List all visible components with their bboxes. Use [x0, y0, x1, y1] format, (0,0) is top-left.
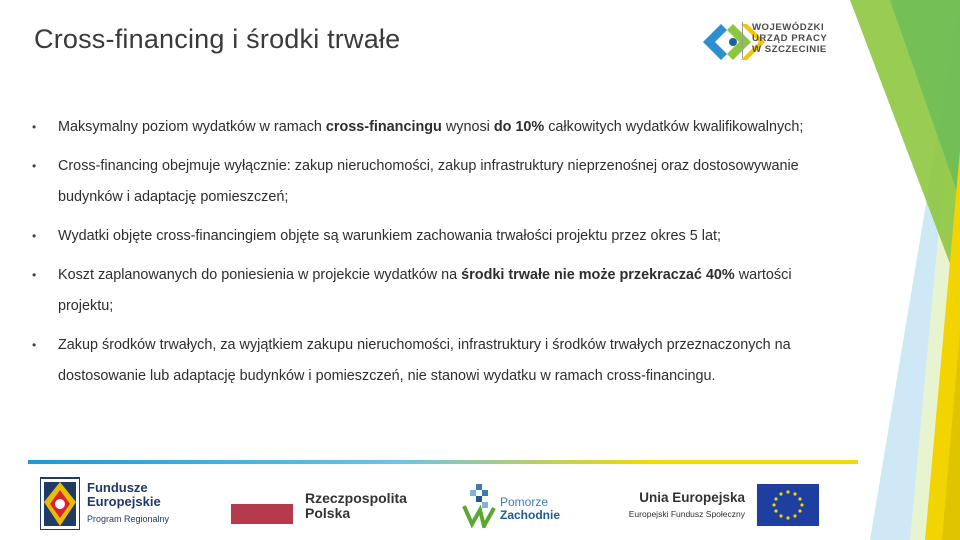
bullet-item-1 — [32, 112, 832, 143]
logo-separator — [742, 22, 743, 58]
bullet-1-bold-b: do 10% — [493, 119, 545, 135]
bullet-4-bold: środki trwałe nie może przekraczać 40% — [461, 267, 735, 283]
pz-line2: Zachodnie — [500, 508, 561, 522]
slide-title: Cross-financing i środki trwałe — [34, 24, 401, 54]
bullet-item-4 — [32, 260, 832, 322]
fe-line2: Europejskie — [87, 494, 161, 509]
fe-line1: Fundusze — [87, 480, 148, 495]
ue-logo-text — [615, 490, 745, 519]
bullet-1-text-a: Maksymalny poziom wydatków w ramach — [58, 119, 326, 135]
footer-divider — [28, 460, 858, 464]
wup-line3: W SZCZECINIE — [752, 44, 827, 55]
pomorze-zachodnie-icon — [462, 482, 496, 528]
bullet-1-text-b: wynosi — [441, 119, 494, 135]
fe-program: Program Regionalny — [87, 514, 170, 524]
ue-subtitle: Europejski Fundusz Społeczny — [628, 509, 745, 519]
rp-line1: Rzeczpospolita — [305, 490, 407, 506]
eu-flag-icon — [757, 484, 819, 526]
bullet-1-bold-a: cross-financingu — [325, 119, 442, 135]
pz-logo-text — [500, 496, 560, 522]
bullet-1-text-c: całkowitych wydatków kwalifikowalnych; — [544, 119, 804, 135]
fundusze-europejskie-icon — [40, 474, 80, 530]
wup-logo-text — [752, 22, 827, 55]
bullet-item-5: • Zakup środków trwałych, za wyjątkiem zakupu nieruchomości, infrastruktury i środków trwałych przeznaczonych na dostosowanie lub adaptację budynków i pomieszczeń, nie stanowi wydatku w ramach cross-financingu. — [32, 330, 832, 392]
rp-logo-text — [305, 491, 407, 521]
pz-line1: Pomorze — [500, 495, 549, 509]
bullet-item-2: • Cross-financing obejmuje wyłącznie: zakup nieruchomości, zakup infrastruktury nieprzenośnej oraz dostosowywanie budynków i adaptację pomieszczeń; — [32, 151, 832, 213]
decorative-triangles — [850, 0, 960, 540]
poland-flag-icon — [231, 488, 293, 524]
wup-line2: URZĄD PRACY — [752, 33, 828, 44]
bullet-item-3: • Wydatki objęte cross-financingiem objęte są warunkiem zachowania trwałości projektu przez okres 5 lat; — [32, 221, 832, 252]
bullet-4-text-a: Koszt zaplanowanych do poniesienia w projekcie wydatków na — [58, 267, 462, 283]
fe-logo-text — [87, 481, 161, 509]
wup-line1: WOJEWÓDZKI — [752, 22, 825, 33]
ue-title: Unia Europejska — [639, 490, 745, 505]
rp-line2: Polska — [305, 505, 351, 521]
bullet-4-text-b: wartości projektu; — [58, 267, 792, 314]
bullet-list — [32, 112, 832, 400]
